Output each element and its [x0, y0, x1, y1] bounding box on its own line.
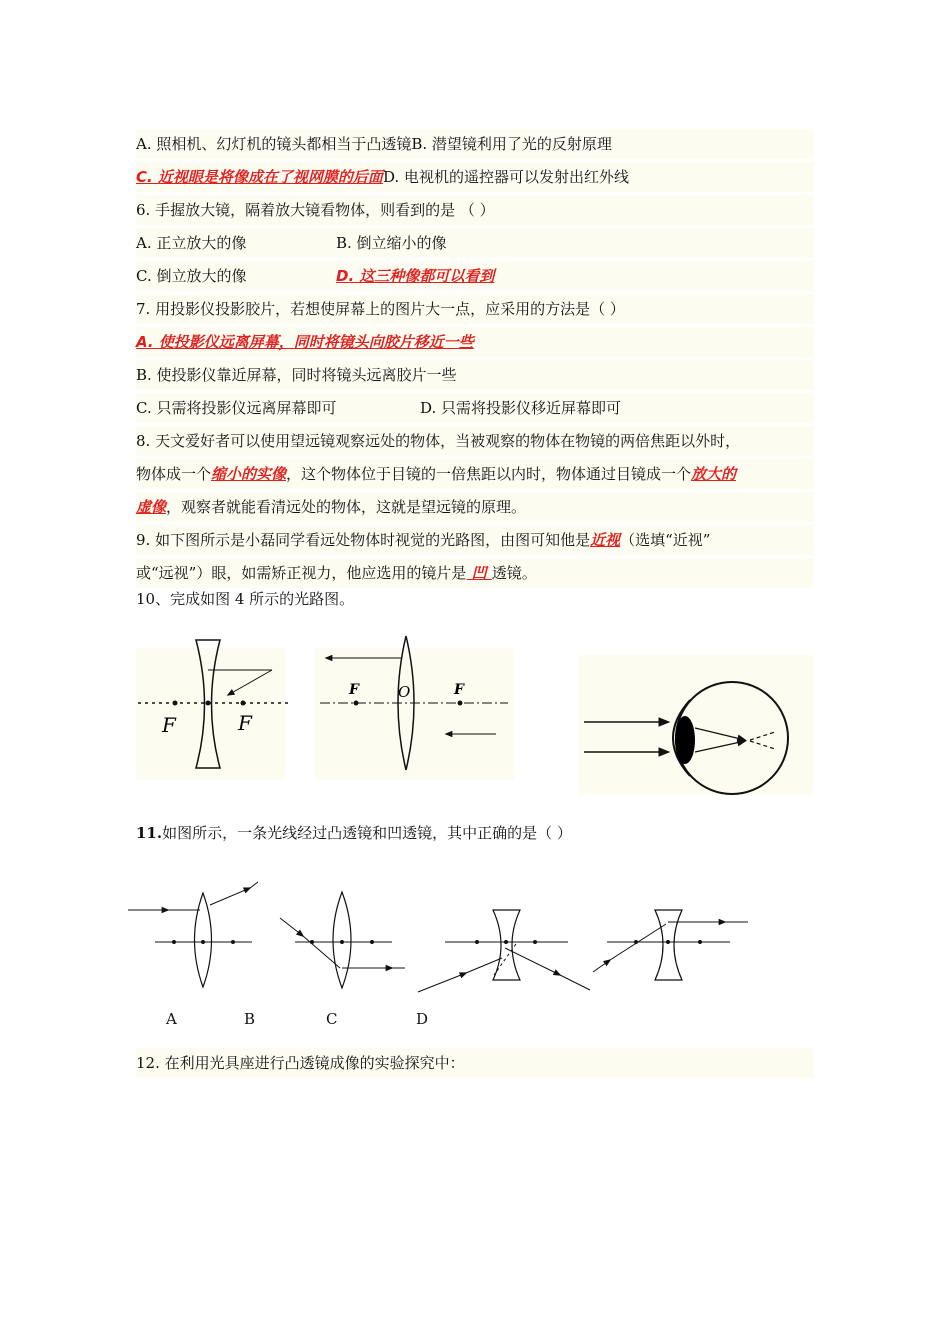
- label-f-right: F: [454, 682, 464, 698]
- fig11-option-b-diagram: [280, 892, 405, 988]
- q5-option-b: B. 潜望镜利用了光的反射原理: [411, 135, 612, 153]
- fig11-label-c: C: [326, 1010, 338, 1028]
- q8-line-1: 8. 天文爱好者可以使用望远镜观察远处的物体，当被观察的物体在物镜的两倍焦距以外时，: [136, 426, 814, 456]
- incident-ray-arrow: [280, 918, 303, 936]
- fig11-option-d-diagram: [593, 910, 748, 980]
- q6-stem: 6. 手握放大镜，隔着放大镜看物体，则看到的是 （ ）: [136, 195, 814, 225]
- fig11-option-a-diagram: [128, 882, 258, 987]
- q9-text2-pre: 或“远视”）眼，如需矫正视力，他应选用的镜片是: [136, 564, 467, 582]
- incident-ray-arrow: [418, 973, 466, 992]
- q5-option-a: A. 照相机、幻灯机的镜头都相当于凸透镜: [136, 135, 412, 153]
- focal-point-left: [172, 940, 176, 944]
- focal-point-right: [698, 940, 702, 944]
- optical-center: [504, 940, 508, 944]
- q8-answer-2b: 虚像: [136, 498, 167, 516]
- ray-bottom-refracted: [695, 741, 745, 752]
- fig11-label-d: D: [416, 1010, 429, 1028]
- label-o: O: [398, 683, 411, 701]
- optical-center: [201, 940, 205, 944]
- fig11-option-c-diagram: [418, 910, 590, 992]
- q8-answer-2a: 放大的: [691, 465, 737, 483]
- fig11-label-a: A: [166, 1010, 177, 1028]
- focal-point-left: [475, 940, 479, 944]
- refracted-ray-arrow: [210, 888, 250, 905]
- q5-option-d: D. 电视机的遥控器可以发射出红外线: [382, 168, 629, 186]
- label-f-right: F: [238, 711, 252, 735]
- focal-point-right: [370, 940, 374, 944]
- q6-answer-d: D. 这三种像都可以看到: [336, 267, 495, 285]
- fig4-concave-lens-diagram: [138, 640, 288, 768]
- ray-top-extension: [750, 732, 775, 740]
- q11-text: 如图所示，一条光线经过凸透镜和凹透镜，其中正确的是（ ）: [162, 824, 572, 842]
- q10-stem: 10、完成如图 4 所示的光路图。: [136, 590, 355, 608]
- optical-center: [206, 701, 211, 706]
- refracted-ray: [560, 975, 590, 990]
- q6-option-c: C. 倒立放大的像: [136, 267, 247, 285]
- q8-text-post: ，观察者就能看清远处的物体，这就是望远镜的原理。: [166, 498, 527, 516]
- fig11-label-b: B: [244, 1010, 256, 1028]
- q11-stem: [136, 818, 814, 848]
- focal-point-left: [173, 701, 178, 706]
- q8-text-mid: ，这个物体位于目镜的一倍焦距以内时，物体通过目镜成一个: [286, 465, 692, 483]
- ray-top-refracted: [695, 728, 745, 740]
- concave-lens-shape: [655, 910, 682, 980]
- q11-number: 11.: [136, 824, 163, 842]
- q6-option-b: B. 倒立缩小的像: [336, 234, 447, 252]
- q9-answer-2: 凹: [466, 564, 492, 582]
- crystalline-lens-icon: [675, 716, 695, 764]
- q12-stem: 12. 在利用光具座进行凸透镜成像的实验探究中：: [136, 1048, 814, 1078]
- q7-stem: 7. 用投影仪投影胶片，若想使屏幕上的图片大一点，应采用的方法是（ ）: [136, 294, 814, 324]
- refracted-ray: [250, 882, 258, 888]
- fig4-convex-lens-diagram: [320, 636, 508, 770]
- focal-point-right: [458, 701, 463, 706]
- q7-option-b: B. 使投影仪靠近屏幕，同时将镜头远离胶片一些: [136, 360, 814, 390]
- incident-ray: [303, 936, 340, 968]
- label-f-left: F: [162, 713, 176, 737]
- q5-answer-c: C. 近视眼是将像成在了视网膜的后面: [136, 168, 383, 186]
- concave-lens-shape: [493, 910, 520, 980]
- ray-bottom-extension: [750, 741, 775, 749]
- q9-text2-post: 透镜。: [491, 564, 537, 582]
- focal-point-left: [634, 940, 638, 944]
- incident-ray-arrow: [593, 960, 610, 972]
- q9-answer-1: 近视: [590, 531, 621, 549]
- q9-text-pre: 9. 如下图所示是小磊同学看远处物体时视觉的光路图，由图可知他是: [136, 531, 591, 549]
- incident-ray-2: [228, 670, 272, 695]
- q7-option-c: C. 只需将投影仪远离屏幕即可: [136, 399, 337, 417]
- optical-center: [340, 940, 344, 944]
- q6-option-a: A. 正立放大的像: [136, 234, 247, 252]
- fig4-eye-diagram: [584, 682, 788, 794]
- focal-point-right: [533, 940, 537, 944]
- q8-text-pre: 物体成一个: [136, 465, 212, 483]
- q7-answer-a-text: A. 使投影仪远离屏幕，同时将镜头向胶片移近一些: [136, 333, 474, 351]
- focal-point-right: [231, 940, 235, 944]
- q9-text-post: （选填“近视”: [620, 531, 711, 549]
- focal-point-left: [310, 940, 314, 944]
- focal-point-left: [354, 701, 359, 706]
- focal-point-right: [241, 701, 246, 706]
- label-f-left: F: [349, 682, 359, 698]
- q7-option-d: D. 只需将投影仪移近屏幕即可: [420, 399, 622, 417]
- optical-center: [666, 940, 670, 944]
- q8-answer-1: 缩小的实像: [211, 465, 287, 483]
